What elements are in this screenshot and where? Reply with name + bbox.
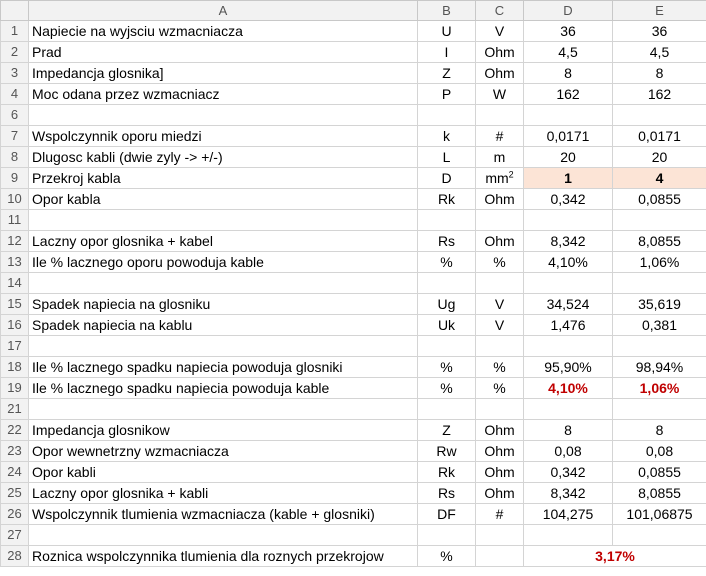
cell-e[interactable]: 0,0855: [613, 189, 706, 210]
cell-e[interactable]: 0,08: [613, 441, 706, 462]
cell-c[interactable]: Ohm: [476, 462, 524, 483]
cell-a[interactable]: Spadek napiecia na glosniku: [29, 294, 418, 315]
cell-e[interactable]: 98,94%: [613, 357, 706, 378]
sheet-row: [1, 105, 706, 126]
cell-e[interactable]: [613, 336, 706, 357]
cell-e[interactable]: 8: [613, 420, 706, 441]
sheet-row: [1, 294, 706, 315]
cell-e[interactable]: 0,0855: [613, 462, 706, 483]
cell-b[interactable]: Z: [418, 63, 476, 84]
row-header[interactable]: 24: [1, 462, 29, 483]
row-header[interactable]: 16: [1, 315, 29, 336]
column-header-c[interactable]: C: [476, 1, 524, 21]
column-header-e[interactable]: E: [613, 1, 706, 21]
cell-d[interactable]: 8: [524, 420, 613, 441]
sheet-row: [1, 378, 706, 399]
cell-c[interactable]: [476, 168, 524, 189]
unit-superscript: 2: [508, 169, 514, 180]
cell-b[interactable]: I: [418, 42, 476, 63]
sheet-row: [1, 147, 706, 168]
cell-a[interactable]: Laczny opor glosnika + kabel: [29, 231, 418, 252]
row-header[interactable]: 28: [1, 546, 29, 567]
sheet-row: [1, 126, 706, 147]
cell-c[interactable]: Ohm: [476, 231, 524, 252]
sheet-row: [1, 546, 706, 567]
cell-c[interactable]: [476, 525, 524, 546]
cell-e[interactable]: 8: [613, 63, 706, 84]
cell-a[interactable]: Ile % lacznego oporu powoduja kable: [29, 252, 418, 273]
row-header[interactable]: 27: [1, 525, 29, 546]
cell-e[interactable]: [613, 273, 706, 294]
sheet-row: [1, 252, 706, 273]
sheet-row: [1, 21, 706, 42]
cell-e[interactable]: [613, 105, 706, 126]
cell-d[interactable]: [524, 336, 613, 357]
cell-e[interactable]: [613, 525, 706, 546]
column-header-b[interactable]: B: [418, 1, 476, 21]
cell-c[interactable]: V: [476, 294, 524, 315]
column-header-row: [1, 1, 706, 21]
cell-a[interactable]: Opor kabla: [29, 189, 418, 210]
cell-b[interactable]: Rs: [418, 483, 476, 504]
cell-de-merged[interactable]: 3,17%: [524, 546, 706, 567]
row-header[interactable]: 15: [1, 294, 29, 315]
cell-a[interactable]: [29, 525, 418, 546]
cell-d[interactable]: [524, 399, 613, 420]
row-header[interactable]: 13: [1, 252, 29, 273]
cell-c[interactable]: Ohm: [476, 483, 524, 504]
row-header[interactable]: 26: [1, 504, 29, 525]
sheet-row: [1, 399, 706, 420]
cell-b[interactable]: Rk: [418, 462, 476, 483]
cell-c[interactable]: %: [476, 378, 524, 399]
cell-b[interactable]: L: [418, 147, 476, 168]
cell-b[interactable]: %: [418, 378, 476, 399]
cell-e[interactable]: 162: [613, 84, 706, 105]
cell-e[interactable]: 8,0855: [613, 231, 706, 252]
sheet-row: [1, 483, 706, 504]
cell-c[interactable]: %: [476, 357, 524, 378]
sheet-row: [1, 42, 706, 63]
cell-b[interactable]: Ug: [418, 294, 476, 315]
cell-e[interactable]: 101,06875: [613, 504, 706, 525]
cell-b[interactable]: [418, 336, 476, 357]
cell-b[interactable]: U: [418, 21, 476, 42]
row-header[interactable]: 8: [1, 147, 29, 168]
cell-e[interactable]: 20: [613, 147, 706, 168]
cell-c[interactable]: [476, 336, 524, 357]
cell-e[interactable]: 8,0855: [613, 483, 706, 504]
sheet-row: [1, 462, 706, 483]
sheet-row: [1, 441, 706, 462]
sheet-row: [1, 189, 706, 210]
cell-a[interactable]: [29, 273, 418, 294]
row-header[interactable]: 23: [1, 441, 29, 462]
row-header[interactable]: 4: [1, 84, 29, 105]
cell-d[interactable]: 4,5: [524, 42, 613, 63]
cell-d[interactable]: [524, 273, 613, 294]
cell-a[interactable]: Impedancja glosnikow: [29, 420, 418, 441]
cell-d[interactable]: 36: [524, 21, 613, 42]
row-header[interactable]: 21: [1, 399, 29, 420]
sheet-row: [1, 63, 706, 84]
row-header[interactable]: 18: [1, 357, 29, 378]
row-header[interactable]: 2: [1, 42, 29, 63]
cell-e[interactable]: [613, 210, 706, 231]
cell-d[interactable]: 162: [524, 84, 613, 105]
cell-a[interactable]: Prad: [29, 42, 418, 63]
row-header[interactable]: 12: [1, 231, 29, 252]
cell-a[interactable]: [29, 399, 418, 420]
row-header[interactable]: 6: [1, 105, 29, 126]
cell-c[interactable]: Ohm: [476, 42, 524, 63]
cell-d[interactable]: 8,342: [524, 483, 613, 504]
sheet-row: [1, 336, 706, 357]
cell-a[interactable]: Laczny opor glosnika + kabli: [29, 483, 418, 504]
cell-b[interactable]: Rk: [418, 189, 476, 210]
cell-b[interactable]: Rw: [418, 441, 476, 462]
cell-c[interactable]: m: [476, 147, 524, 168]
sheet-row: [1, 210, 706, 231]
row-header[interactable]: 25: [1, 483, 29, 504]
cell-e[interactable]: 4: [613, 168, 706, 189]
cell-e[interactable]: [613, 399, 706, 420]
cell-b[interactable]: P: [418, 84, 476, 105]
row-header[interactable]: 9: [1, 168, 29, 189]
cell-b[interactable]: k: [418, 126, 476, 147]
cell-b[interactable]: [418, 273, 476, 294]
cell-d[interactable]: 0,08: [524, 441, 613, 462]
column-header-d[interactable]: D: [524, 1, 613, 21]
cell-c[interactable]: Ohm: [476, 189, 524, 210]
cell-a[interactable]: Dlugosc kabli (dwie zyly -> +/-): [29, 147, 418, 168]
cell-a[interactable]: Impedancja glosnika]: [29, 63, 418, 84]
cell-a[interactable]: Opor wewnetrzny wzmacniacza: [29, 441, 418, 462]
cell-a[interactable]: Ile % lacznego spadku napiecia powoduja kable: [29, 378, 418, 399]
row-header[interactable]: 10: [1, 189, 29, 210]
cell-a[interactable]: Opor kabli: [29, 462, 418, 483]
cell-d[interactable]: 4,10%: [524, 252, 613, 273]
row-header[interactable]: 17: [1, 336, 29, 357]
sheet-row: [1, 273, 706, 294]
cell-a[interactable]: Ile % lacznego spadku napiecia powoduja glosniki: [29, 357, 418, 378]
cell-c[interactable]: [476, 273, 524, 294]
cell-d[interactable]: 4,10%: [524, 378, 613, 399]
cell-d[interactable]: 8: [524, 63, 613, 84]
cell-a[interactable]: [29, 105, 418, 126]
cell-a[interactable]: Przekroj kabla: [29, 168, 418, 189]
cell-d[interactable]: 0,342: [524, 462, 613, 483]
cell-b[interactable]: D: [418, 168, 476, 189]
cell-b[interactable]: [418, 399, 476, 420]
cell-b[interactable]: %: [418, 252, 476, 273]
unit-text: mm: [485, 170, 509, 186]
cell-a[interactable]: Moc odana przez wzmacniacz: [29, 84, 418, 105]
cell-c[interactable]: [476, 546, 524, 567]
cell-c[interactable]: Ohm: [476, 441, 524, 462]
sheet-row: [1, 357, 706, 378]
cell-c[interactable]: #: [476, 504, 524, 525]
cell-b[interactable]: %: [418, 546, 476, 567]
cell-b[interactable]: Rs: [418, 231, 476, 252]
cell-d[interactable]: [524, 105, 613, 126]
cell-d[interactable]: 0,342: [524, 189, 613, 210]
cell-c[interactable]: %: [476, 252, 524, 273]
cell-d[interactable]: 0,0171: [524, 126, 613, 147]
row-header[interactable]: 19: [1, 378, 29, 399]
cell-c[interactable]: Ohm: [476, 420, 524, 441]
cell-d[interactable]: [524, 525, 613, 546]
cell-b[interactable]: [418, 105, 476, 126]
sheet-row: [1, 525, 706, 546]
row-header[interactable]: 22: [1, 420, 29, 441]
cell-a[interactable]: [29, 210, 418, 231]
select-all-corner[interactable]: [1, 1, 29, 21]
sheet-row: [1, 420, 706, 441]
cell-b[interactable]: Z: [418, 420, 476, 441]
cell-a[interactable]: Napiecie na wyjsciu wzmacniacza: [29, 21, 418, 42]
cell-e[interactable]: 36: [613, 21, 706, 42]
cell-e[interactable]: 1,06%: [613, 252, 706, 273]
cell-e[interactable]: 35,619: [613, 294, 706, 315]
cell-d[interactable]: 104,275: [524, 504, 613, 525]
sheet-row: [1, 84, 706, 105]
cell-e[interactable]: 0,381: [613, 315, 706, 336]
cell-c[interactable]: [476, 399, 524, 420]
cell-b[interactable]: DF: [418, 504, 476, 525]
row-header[interactable]: 14: [1, 273, 29, 294]
cell-b[interactable]: [418, 525, 476, 546]
sheet-row: [1, 231, 706, 252]
row-header[interactable]: 7: [1, 126, 29, 147]
sheet-row: [1, 504, 706, 525]
cell-c[interactable]: [476, 105, 524, 126]
sheet-row: [1, 315, 706, 336]
cell-b[interactable]: [418, 210, 476, 231]
cell-c[interactable]: Ohm: [476, 63, 524, 84]
sheet-row: [1, 168, 706, 189]
cell-b[interactable]: %: [418, 357, 476, 378]
row-header[interactable]: 1: [1, 21, 29, 42]
cell-d[interactable]: 95,90%: [524, 357, 613, 378]
cell-e[interactable]: 4,5: [613, 42, 706, 63]
row-header[interactable]: 11: [1, 210, 29, 231]
cell-d[interactable]: 1: [524, 168, 613, 189]
cell-c[interactable]: V: [476, 21, 524, 42]
cell-b[interactable]: Uk: [418, 315, 476, 336]
cell-c[interactable]: #: [476, 126, 524, 147]
cell-a[interactable]: Roznica wspolczynnika tlumienia dla roznych przekrojow: [29, 546, 418, 567]
cell-e[interactable]: 1,06%: [613, 378, 706, 399]
cell-a[interactable]: Wspolczynnik oporu miedzi: [29, 126, 418, 147]
cell-d[interactable]: 34,524: [524, 294, 613, 315]
cell-c[interactable]: W: [476, 84, 524, 105]
cell-c[interactable]: V: [476, 315, 524, 336]
cell-e[interactable]: 0,0171: [613, 126, 706, 147]
cell-d[interactable]: [524, 210, 613, 231]
column-header-a[interactable]: A: [29, 1, 418, 21]
cell-c[interactable]: [476, 210, 524, 231]
row-header[interactable]: 3: [1, 63, 29, 84]
cell-a[interactable]: [29, 336, 418, 357]
cell-d[interactable]: 1,476: [524, 315, 613, 336]
cell-d[interactable]: 8,342: [524, 231, 613, 252]
cell-d[interactable]: 20: [524, 147, 613, 168]
cell-a[interactable]: Spadek napiecia na kablu: [29, 315, 418, 336]
cell-a[interactable]: Wspolczynnik tlumienia wzmacniacza (kable + glosniki): [29, 504, 418, 525]
